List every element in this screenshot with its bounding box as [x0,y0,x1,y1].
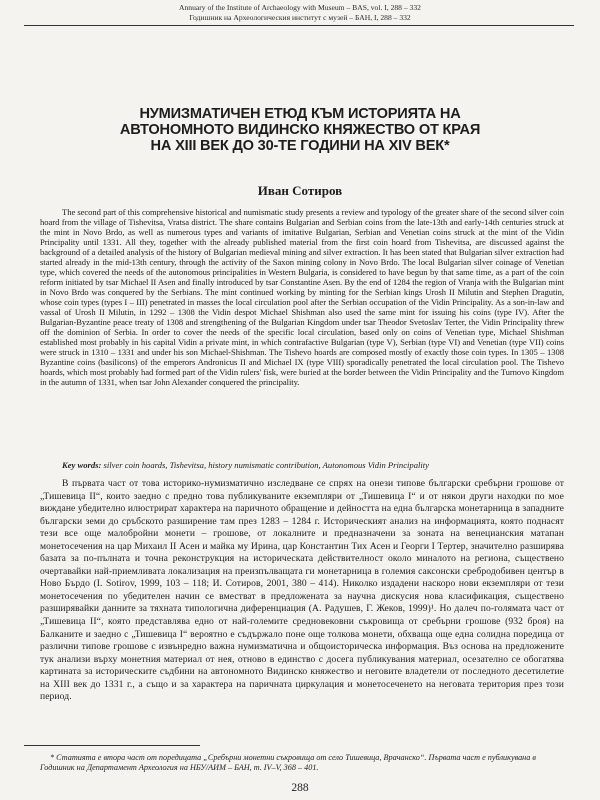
keywords-text: silver coin hoards, Tishevitsa, history numismatic contribution, Autonomous Vidin Principality [103,460,429,470]
abstract: The second part of this comprehensive historical and numismatic study presents a review and typology of the greater share of the second silver coin hoard from the village of Tishevitsa, Vratsa district. The share contains Bulgarian and Serbian coins from the late-13th and early-14th centuries struck at the mint in Novo Brdo, as well as numerous types and variants of imitative Bulgarian, Serbian and Venetian coins struck at the mint of the Vidin Principality until 1331. All they, together with the already published material from the first coin hoard from Tishevitsa, are discussed against the background of a detailed analysis of the history of Bulgarian medieval mining and silver extraction. It has been stated that Bulgarian silver extraction had started already in the mid-13th century, through the activity of the Saxon mining colony in Novo Brdo. The local Bulgarian silver coinage of Venetian type, which covered the needs of the autonomous principalities in Western Bulgaria, is considered to have begun by that same time, as a part of the coin reform initiated by tsar Michael II Asen and finally introduced by tsar Constantine Asen. By the end of 1284 the region of Vranja with the Bulgarian mint in Novo Brdo was conquered by the Serbians. The mint continued working by minting for the Serbian kings Urosh II Milutin and Stephen Dragutin, whose coin types (types I – III) penetrated in masses the local circulation pool after the Serbian occupation of the Vidin Principality. As a son-in-law and vassal of Urosh II Milutin, in 1292 – 1308 the Vidin despot Michael Shishman also used the same mint for issuing his coins (type IV). After the Bulgarian-Byzantine peace treaty of 1308 and strengthening of the Bulgarian Kingdom under tsar Theodor Svetoslav Terter, the Vidin Principality threw off the dominion of Serbia. In order to cover the needs of the specific local circulation, based only on coins of Venetian type, Michael Shishman established most probably in his capital Vidin a private mint, in which contrafactive Bulgarian (type V), Serbian (type VI) and Venetian (type VII) coins were struck in 1310 – 1331 and under his son Michael-Shishman. The Tishevo hoards are composed mostly of exactly those coin types. In 1305 – 1308 Byzantine coins (basilicons) of the emperors Andronicus II and Michael IX (type VIII) sporadically penetrated the local circulation pool. The Tishevo hoards, which most probably had formed part of the Vidin rulers' fisk, were buried at the border between the Vidin Principality and the Turnovo Kingdom in the autumn of 1331, when tsar John Alexander conquered the principality. [40,207,564,387]
footnote-marker: * [50,753,55,762]
body-paragraph: В първата част от това историко-нумизматично изследване се спрях на онези типове български сребърни грошове от „Тишевица II“, които заедно с предно това публикуваните екземпляри от „Тишевица I“ и от някои други находки по мое виждане убедително илюстрират характера на паричното обращение и дейността на една българска монетарница в западните български земи до сръбското разширение там през 1283 – 1284 г. Историческият анализ на информацията, която поднасят тези все още малобройни монети – грошове, от локалните и предназначени за зоната на венецианския матапан монетосечения на цар Михаил II Асен и майка му Ирина, цар Константин Тих Асен и Георги I Тертер, значително разширява базата за по-пълната и точна реконструкция на историческата действителност около миналото на региона, съществено очертавайки най-приемливата локализация на преизпълващата ги монетарница в големия саксонски сребродобивен център в Ново Бърдо (I. Sotirov, 1999, 103 – 118; И. Сотиров, 2001, 380 – 414). Николко издадени наскоро нови екземпляри от тези монетосечения по убедителен начин се вместват в предложената за научна дискусия нова класификация, съществено разширявайки данните за тяхната типологична диференциация (А. Радушев, Г. Жеков, 1999)¹. Но далеч по-голямата част от „Тишевица II“, която представлява едно от най-големите средновековни съкровища от сребърни грошове (932 броя) на Балканите и заедно с „Тишевица I“ вероятно е съдържало поне още толкова монети, обхваща още една солидна поредица от различни типове грошове с извънредно важна нумизматична и общоисторическа информация. Въз основа на предложените тук анализи върху монетния материал от нея, отново в единство с досега публикувания материал, осезателно се обогатява картината за историческите съдбини на автономното Видинско княжество и неговите владетели от последното десетилетие на XIII век до 1331 г., а също и за характера на паричната циркулация и монетосеченето на неговата територия през този период. [40,478,564,703]
title-footnote-marker: * [443,138,450,154]
running-head-bulgarian: Годишник на Археологическия институт с музей – БАН, I, 288 – 332 [189,13,411,22]
title-line-3-text: НА XIII ВЕК ДО 30-ТЕ ГОДИНИ НА XIV ВЕК [150,138,444,154]
title-line-2: АВТОНОМНОТО ВИДИНСКО КНЯЖЕСТВО ОТ КРАЯ [119,122,481,138]
footnote-text: Статията е втора част от поредицата „Сребърни монетни съкровища от село Тишевица, Врачанско“. Първата част е публикувана в Годишник на Департамент Археология на НБУ/АИМ – БАН, т. IV–V, 368 – 401. [40,753,536,772]
page-number: 288 [291,782,309,794]
keywords-label: Key words: [62,460,102,470]
header-rule [24,25,574,26]
article-title [40,106,560,154]
author-name: Иван Сотиров [257,183,343,198]
footnote-rule [24,745,200,746]
running-head [0,3,600,23]
keywords [40,460,564,470]
title-line-3 [40,138,560,154]
running-head-english: Annuary of the Institute of Archaeology with Museum – BAS, vol. I, 288 – 332 [179,3,421,12]
footnote [40,753,564,773]
title-line-1: НУМИЗМАТИЧЕН ЕТЮД КЪМ ИСТОРИЯТА НА [139,106,461,122]
